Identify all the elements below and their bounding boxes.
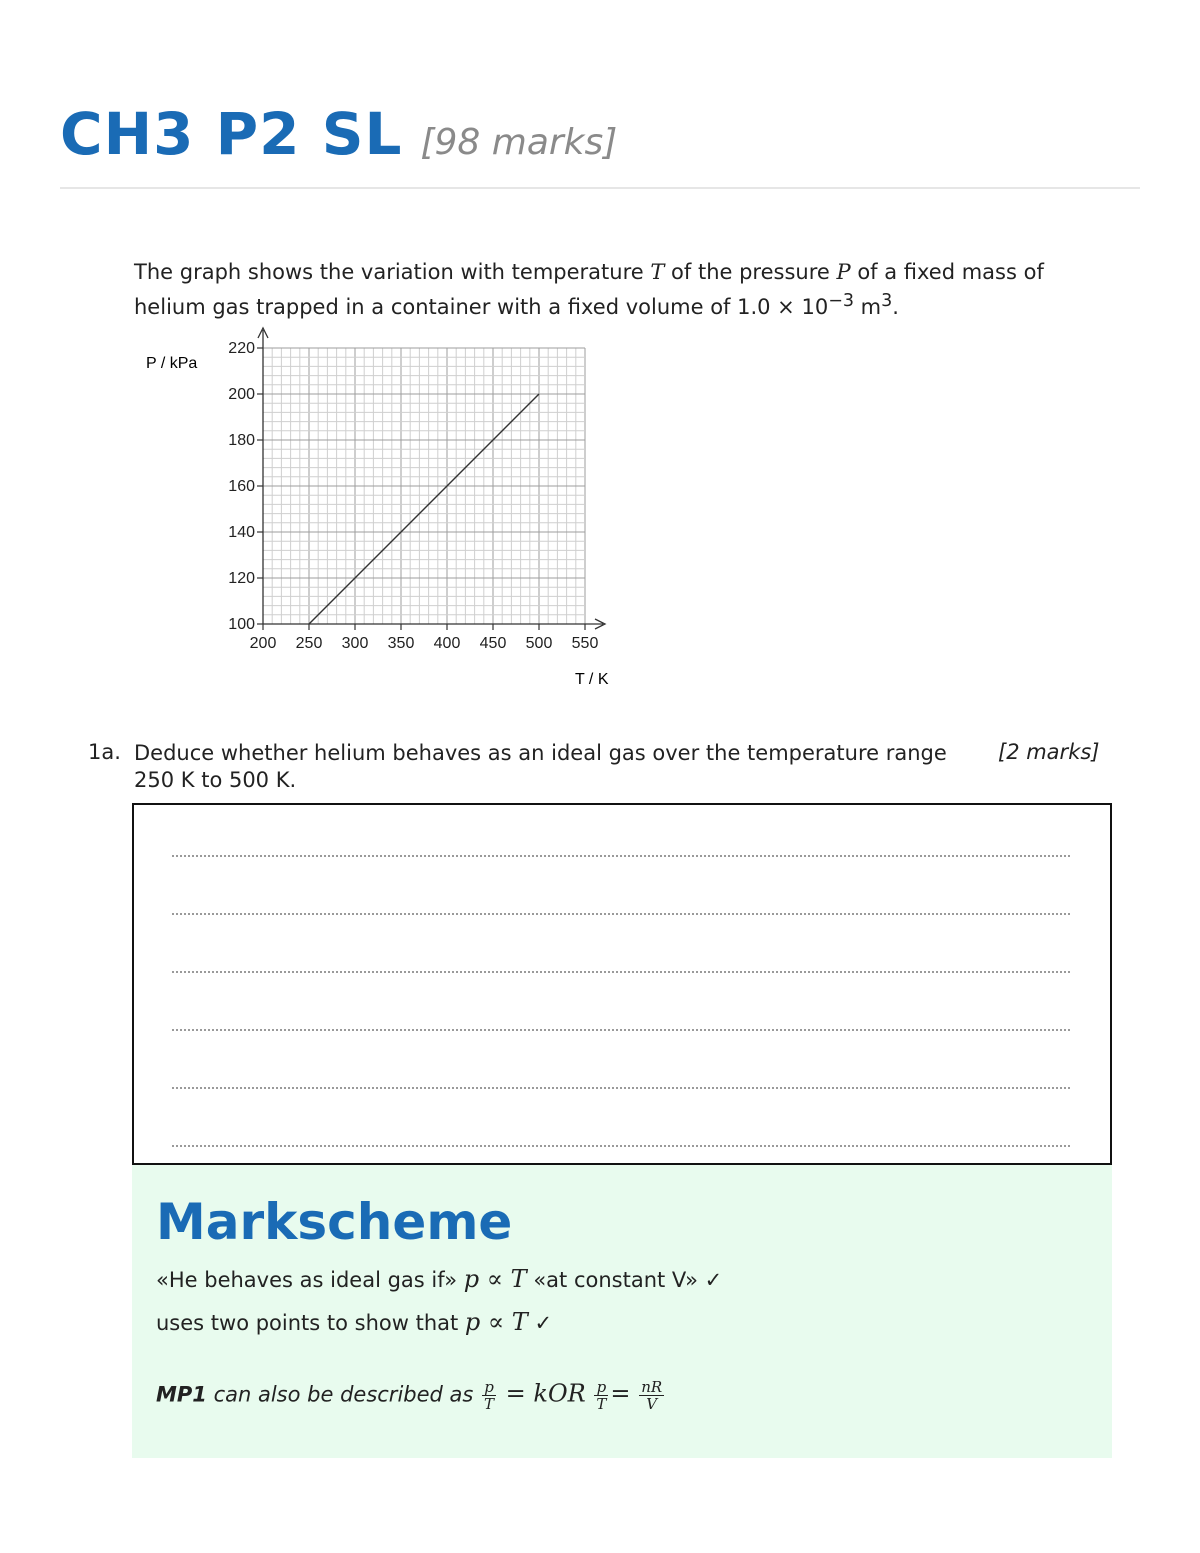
var-T: T <box>650 260 665 284</box>
answer-line <box>172 1029 1070 1031</box>
y-tick-label: 140 <box>228 524 255 541</box>
x-tick-label: 500 <box>525 635 553 652</box>
markscheme-panel <box>132 1165 1112 1458</box>
y-tick-label: 180 <box>228 432 255 449</box>
total-marks: [98 marks] <box>420 122 618 163</box>
x-tick-label: 400 <box>433 635 461 652</box>
markscheme-line-1: «He behaves as ideal gas if» p ∝ T «at constant V» ✓ <box>156 1265 723 1293</box>
y-tick-label: 100 <box>228 616 255 633</box>
y-tick-label: 200 <box>228 386 255 403</box>
y-tick-label: 220 <box>228 340 255 357</box>
x-axis-label: T / K <box>575 671 609 688</box>
x-tick-label: 350 <box>387 635 415 652</box>
answer-line <box>172 1087 1070 1089</box>
markscheme-line-2: uses two points to show that p ∝ T ✓ <box>156 1308 553 1336</box>
var-P: P <box>836 260 851 284</box>
fraction-nR-over-V: $\frac{nR}{V}$ <box>641 1378 663 1413</box>
page-header <box>60 100 617 168</box>
chart-grid <box>263 348 585 624</box>
answer-box[interactable] <box>132 803 1112 1165</box>
answer-line <box>172 971 1070 973</box>
question-marks: [2 marks] <box>998 740 1100 764</box>
series-line <box>309 394 539 624</box>
y-tick-label: 160 <box>228 478 255 495</box>
answer-line <box>172 1145 1070 1147</box>
markscheme-line-3: MP1 can also be described as $\frac{p}{T}$ = kOR $\frac{p}{T}$ = $\frac{nR}{V}$ <box>156 1378 663 1413</box>
pressure-temperature-graph <box>140 322 630 702</box>
x-tick-label: 300 <box>341 635 369 652</box>
fraction-p-over-T: $\frac{p}{T}$ <box>596 1378 607 1413</box>
question-number: 1a. <box>88 740 121 764</box>
answer-line <box>172 855 1070 857</box>
x-tick-label: 450 <box>479 635 507 652</box>
markscheme-title: Markscheme <box>156 1193 513 1251</box>
y-axis-label: P / kPa <box>146 355 198 372</box>
x-tick-label: 550 <box>571 635 599 652</box>
page-title: CH3 P2 SL <box>60 100 403 168</box>
chart-series <box>309 394 539 624</box>
chart-axes <box>258 328 605 629</box>
y-tick-label: 120 <box>228 570 255 587</box>
fraction-p-over-T: $\frac{p}{T}$ <box>484 1378 495 1413</box>
question-text: Deduce whether helium behaves as an ideal gas over the temperature range 250 K to 500 K. <box>134 741 947 792</box>
answer-line <box>172 913 1070 915</box>
x-tick-label: 200 <box>249 635 277 652</box>
x-tick-label: 250 <box>295 635 323 652</box>
question-intro: The graph shows the variation with temperature T of the pressure P of a fixed mass of helium gas trapped in a container with a fixed volume of $1.0 \times 10^{-3}$ $m^3$. <box>134 260 1044 319</box>
header-divider <box>60 187 1140 189</box>
